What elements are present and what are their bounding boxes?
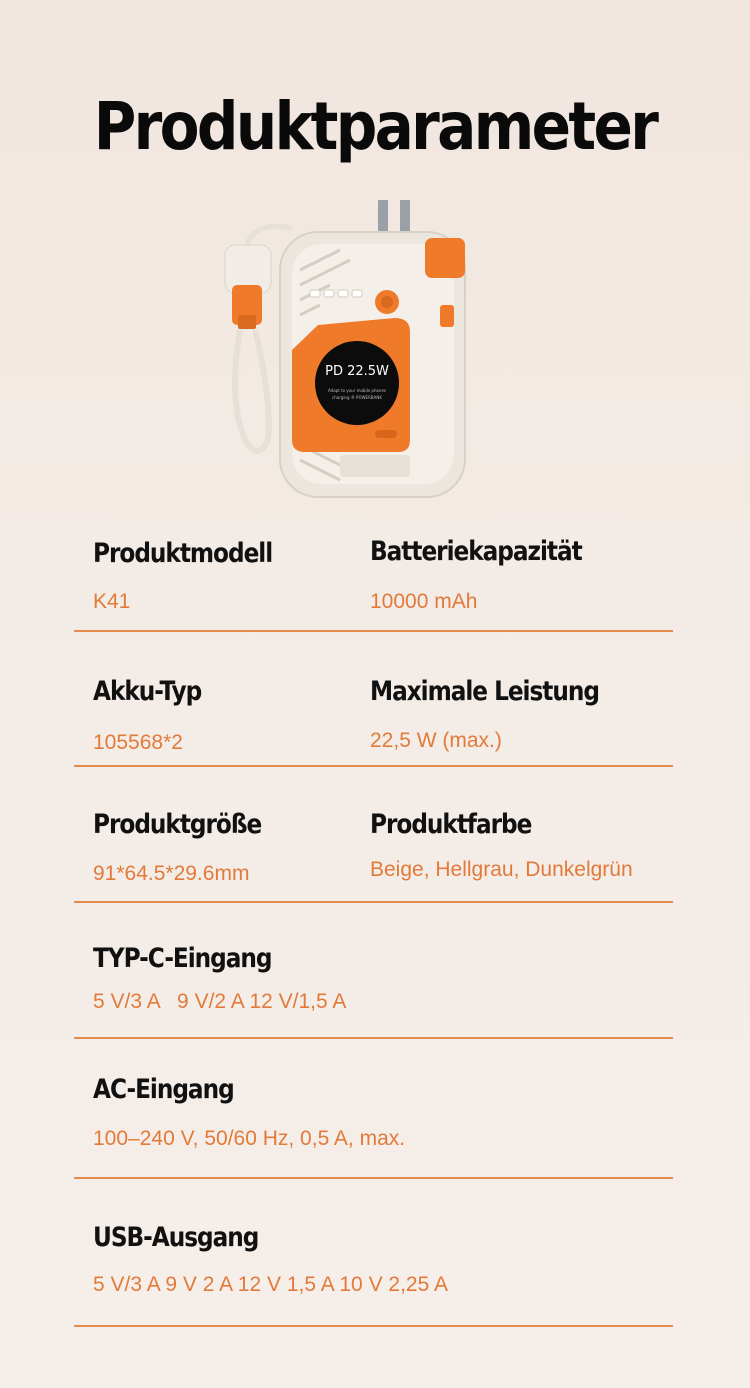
spec-value-max-power: 22,5 W (max.) bbox=[370, 729, 502, 752]
spec-label-battery-type: Akku-Typ bbox=[93, 676, 202, 707]
divider bbox=[74, 1037, 673, 1039]
spec-value-capacity: 10000 mAh bbox=[370, 590, 478, 613]
display-text-power: PD 22.5W bbox=[325, 364, 389, 379]
spec-label-ac-input: AC-Eingang bbox=[93, 1074, 234, 1105]
spec-label-typec-input: TYP-C-Eingang bbox=[93, 943, 272, 974]
page-title: Produktparameter bbox=[93, 88, 657, 165]
divider bbox=[74, 1325, 673, 1327]
spec-label-color: Produktfarbe bbox=[370, 809, 532, 840]
spec-value-ac-input: 100–240 V, 50/60 Hz, 0,5 A, max. bbox=[93, 1127, 406, 1150]
spec-label-size: Produktgröße bbox=[93, 809, 262, 840]
spec-label-usb-output: USB-Ausgang bbox=[93, 1222, 259, 1253]
spec-value-battery-type: 105568*2 bbox=[93, 731, 183, 754]
divider bbox=[74, 901, 673, 903]
power-bank-image bbox=[200, 190, 490, 510]
spec-value-model: K41 bbox=[93, 590, 131, 613]
spec-label-max-power: Maximale Leistung bbox=[370, 676, 599, 707]
divider bbox=[74, 1177, 673, 1179]
divider bbox=[74, 630, 673, 632]
spec-value-usb-output: 5 V/3 A 9 V 2 A 12 V 1,5 A 10 V 2,25 A bbox=[93, 1273, 448, 1296]
spec-label-capacity: Batteriekapazität bbox=[370, 536, 582, 567]
spec-value-size: 91*64.5*29.6mm bbox=[93, 862, 250, 885]
display-text-adapt: Adapt to your mobile phones bbox=[327, 388, 387, 393]
spec-value-color: Beige, Hellgrau, Dunkelgrün bbox=[370, 858, 633, 881]
spec-label-model: Produktmodell bbox=[93, 538, 273, 569]
spec-value-typec-input: 5 V/3 A 9 V/2 A 12 V/1,5 A bbox=[93, 990, 347, 1013]
display-text-brand: charging ® POWERBANK bbox=[332, 395, 382, 400]
divider bbox=[74, 765, 673, 767]
